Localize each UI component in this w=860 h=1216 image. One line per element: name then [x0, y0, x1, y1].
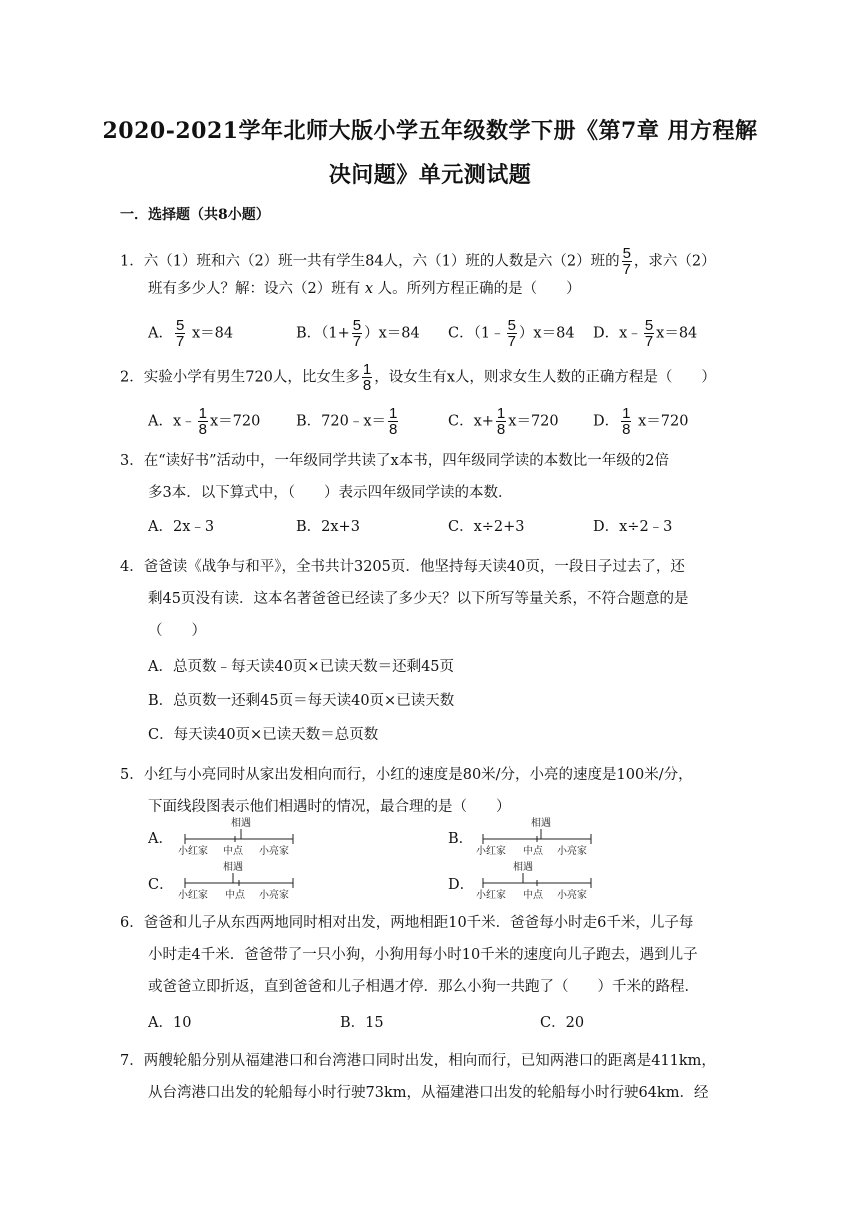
- svg-text:中点: 中点: [223, 846, 243, 857]
- q3-option-c[interactable]: C．x÷2+3: [448, 519, 525, 535]
- q4-option-b[interactable]: B．总页数一还剩45页＝每天读40页×已读天数: [148, 693, 455, 709]
- svg-text:相遇: 相遇: [513, 862, 533, 873]
- q2-option-d[interactable]: D． $\frac{1}{8}$ x＝720: [593, 405, 689, 438]
- q2-option-a[interactable]: A．x﹣ $\frac{1}{8}$ x＝720: [148, 405, 261, 438]
- q1-option-b[interactable]: B．（1+ $\frac{5}{7}$ ）x＝84: [296, 317, 420, 350]
- q6-line-2: 小时走4千米．爸爸带了一只小狗，小狗用每小时10千米的速度向儿子跑去，遇到儿子: [148, 947, 698, 963]
- svg-text:小亮家: 小亮家: [259, 890, 289, 901]
- q5-diagram-d[interactable]: [473, 858, 603, 902]
- q1-text-d: 人。所列方程正确的是（ ）: [377, 281, 581, 297]
- svg-text:小亮家: 小亮家: [557, 890, 587, 901]
- q6-line-1: 6．爸爸和儿子从东西两地同时相对出发，两地相距10千米．爸爸每小时走6千米，儿子每: [120, 915, 694, 931]
- q5-diagram-a[interactable]: [175, 814, 305, 858]
- q5-diagram-b[interactable]: [473, 814, 603, 858]
- q6-option-b[interactable]: B．15: [340, 1015, 384, 1031]
- q1-line-1: [120, 246, 716, 277]
- title-line-2: 决问题》单元测试题: [328, 162, 532, 188]
- q4-line-1: 4．爸爸读《战争与和平》，全书共计3205页．他坚持每天读40页，一段日子过去了，还: [120, 559, 685, 575]
- q3-option-a[interactable]: A．2x﹣3: [148, 519, 215, 535]
- q2-fraction: $\frac{1}{8}$: [362, 361, 372, 394]
- svg-text:相遇: 相遇: [223, 862, 243, 873]
- q5-option-d-label[interactable]: D．: [448, 877, 475, 893]
- q2-option-c[interactable]: C．x+ $\frac{1}{8}$ x＝720: [448, 405, 559, 438]
- svg-text:小红家: 小红家: [476, 890, 506, 901]
- q1-var-x: x: [364, 281, 374, 297]
- title-line-1: 2020-2021学年北师大版小学五年级数学下册《第7章 用方程解: [102, 118, 758, 144]
- svg-text:小亮家: 小亮家: [557, 846, 587, 857]
- svg-text:相遇: 相遇: [531, 818, 551, 829]
- svg-text:小红家: 小红家: [476, 846, 506, 857]
- q4-line-3: （ ）: [148, 623, 206, 639]
- q1-option-a[interactable]: A． $\frac{5}{7}$ x＝84: [148, 317, 234, 350]
- q7-line-1: 7．两艘轮船分别从福建港口和台湾港口同时出发，相向而行，已知两港口的距离是411km，: [120, 1053, 716, 1069]
- q5-line-2: 下面线段图表示他们相遇时的情况，最合理的是（ ）: [148, 799, 511, 815]
- q6-line-3: 或爸爸立即折返，直到爸爸和儿子相遇才停．那么小狗一共跑了（ ）千米的路程．: [148, 979, 699, 995]
- svg-text:中点: 中点: [523, 890, 543, 901]
- q4-option-a[interactable]: A．总页数﹣每天读40页×已读天数＝还剩45页: [148, 659, 455, 675]
- svg-text:中点: 中点: [523, 846, 543, 857]
- q5-option-c-label[interactable]: C．: [148, 877, 174, 893]
- q4-option-c[interactable]: C．每天读40页×已读天数＝总页数: [148, 727, 379, 743]
- q2-line-1: 2．实验小学有男生720人，比女生多 $\frac{1}{8}$ ，设女生有x人，则求女生人数的正确方程是（ ）: [120, 361, 716, 394]
- q1-fraction: $\frac{5}{7}$: [622, 245, 631, 278]
- q1-option-c[interactable]: C．（1﹣ $\frac{5}{7}$ ）x＝84: [448, 317, 575, 350]
- q5-option-a-label[interactable]: A．: [148, 831, 173, 847]
- svg-text:小红家: 小红家: [178, 890, 208, 901]
- q6-option-a[interactable]: A．10: [148, 1015, 192, 1031]
- q5-line-1: 5．小红与小亮同时从家出发相向而行，小红的速度是80米/分，小亮的速度是100米/分，: [120, 767, 693, 783]
- svg-text:相遇: 相遇: [231, 818, 251, 829]
- svg-text:小亮家: 小亮家: [259, 846, 289, 857]
- q1-line-2: [148, 278, 581, 300]
- q1-option-d[interactable]: D．x﹣ $\frac{5}{7}$ x＝84: [593, 317, 698, 350]
- q3-line-2: 多3本．以下算式中，（ ）表示四年级同学读的本数．: [148, 485, 513, 501]
- section-heading: 一．选择题（共8小题）: [120, 207, 270, 223]
- q4-line-2: 剩45页没有读．这本名著爸爸已经读了多少天？以下所写等量关系，不符合题意的是: [148, 591, 689, 607]
- q6-option-c[interactable]: C．20: [540, 1015, 585, 1031]
- q5-diagram-c[interactable]: [175, 858, 305, 902]
- q3-option-b[interactable]: B．2x+3: [296, 519, 360, 535]
- q1-text-a: 1．六（1）班和六（2）班一共有学生84人，六（1）班的人数是六（2）班的: [120, 253, 620, 270]
- q7-line-2: 从台湾港口出发的轮船每小时行驶73km，从福建港口出发的轮船每小时行驶64km．经: [148, 1085, 709, 1101]
- q1-text-b: ，求六（2）: [633, 253, 716, 270]
- q5-option-b-label[interactable]: B．: [448, 831, 474, 847]
- q1-text-c: 班有多少人？解：设六（2）班有: [148, 281, 361, 297]
- q3-line-1: 3．在“读好书”活动中，一年级同学共读了x本书，四年级同学读的本数比一年级的2倍: [120, 453, 669, 469]
- svg-text:中点: 中点: [225, 890, 245, 901]
- q2-option-b[interactable]: B．720﹣x＝ $\frac{1}{8}$: [296, 405, 398, 438]
- svg-text:小红家: 小红家: [178, 846, 208, 857]
- q3-option-d[interactable]: D．x÷2﹣3: [593, 519, 673, 535]
